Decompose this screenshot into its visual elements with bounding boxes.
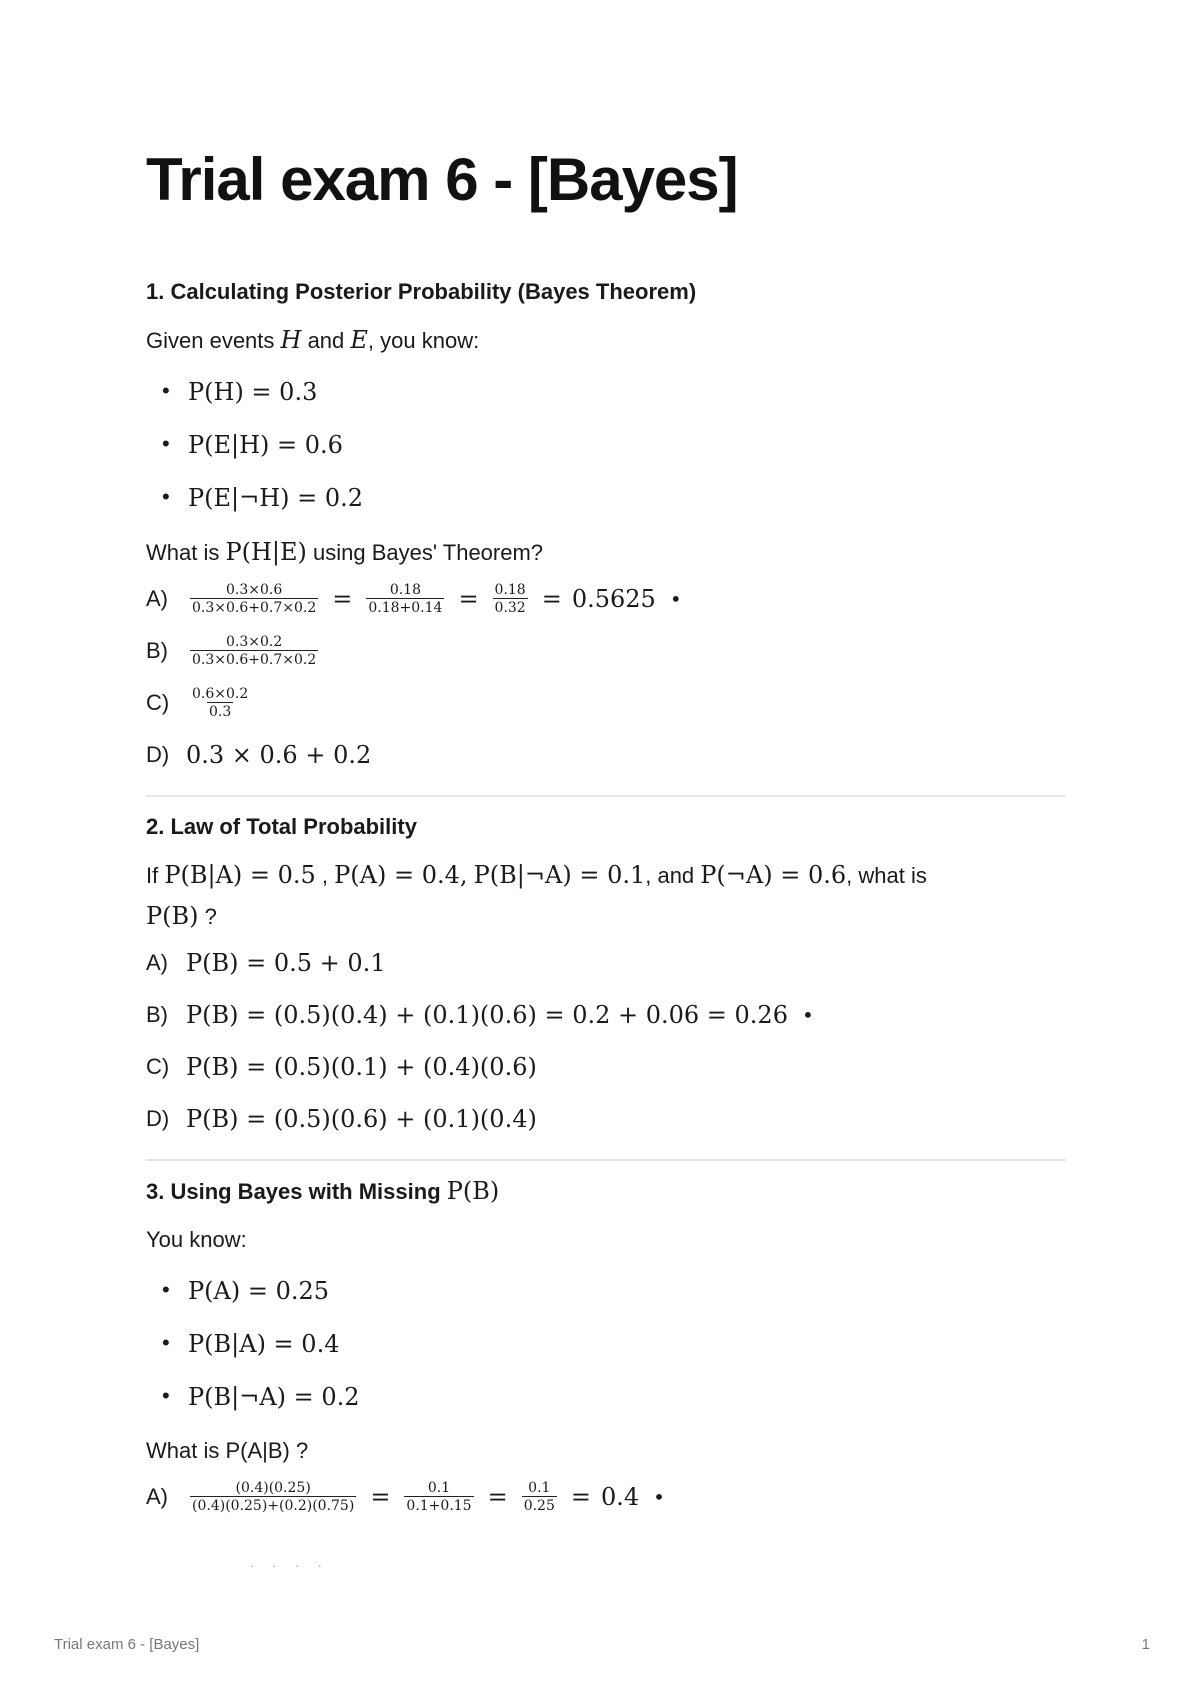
equals-sign: = <box>332 585 353 613</box>
prompt-text: What is <box>146 540 226 565</box>
list-item <box>162 365 1066 418</box>
fraction <box>366 582 444 616</box>
correct-answer-mark: • <box>801 1003 814 1027</box>
page-number: 1 <box>1141 1636 1150 1653</box>
option-math <box>186 1480 665 1514</box>
option-d <box>146 1093 1066 1145</box>
option-a <box>146 1471 1066 1523</box>
option-b <box>146 989 1066 1041</box>
denominator: 0.25 <box>523 1498 555 1514</box>
option-a <box>146 573 1066 625</box>
known-values-list <box>146 365 1066 524</box>
prompt-text: ? <box>198 904 217 929</box>
correct-answer-mark: • <box>669 587 682 611</box>
math-var <box>281 326 302 354</box>
equals-sign: = <box>570 1483 591 1511</box>
numerator: 0.1 <box>427 1480 451 1496</box>
denominator: 0.32 <box>494 600 526 616</box>
fraction <box>190 1480 356 1514</box>
page-title: Trial exam 6 - [Bayes] <box>146 146 738 213</box>
option-math: 0.3 × 0.6 + 0.2 <box>186 741 372 769</box>
numerator: 0.1 <box>528 1480 551 1496</box>
intro-text: , you know: <box>367 328 480 353</box>
question-1-intro <box>146 320 1066 361</box>
denominator: 0.3 <box>209 704 232 720</box>
prompt-text: If <box>146 863 165 888</box>
math-var-h: H <box>280 326 302 354</box>
bullet-icon: • <box>162 484 170 509</box>
list-item <box>162 471 1066 524</box>
denominator: (0.4)(0.25)+(0.2)(0.75) <box>192 1498 355 1514</box>
question-1-prompt <box>146 532 1066 573</box>
math-expression: P(E|¬H) = 0.2 <box>188 484 364 512</box>
option-label: A) <box>146 950 168 975</box>
option-label: C) <box>146 690 170 715</box>
bullet-icon: • <box>162 378 170 403</box>
question-1 <box>146 272 1066 781</box>
prompt-text: , what is <box>846 863 927 888</box>
result-value: 0.4 <box>600 1483 640 1511</box>
option-math <box>186 634 322 668</box>
option-label: B) <box>146 638 168 663</box>
numerator: 0.18 <box>494 582 526 598</box>
numerator: 0.6×0.2 <box>192 686 249 702</box>
option-expression: P(B) = (0.5)(0.4) + (0.1)(0.6) = 0.2 + 0.06 = 0.26 <box>186 1001 788 1029</box>
question-1-heading: 1. Calculating Posterior Probability (Bayes Theorem) <box>146 279 697 304</box>
numerator: 0.3×0.6 <box>225 582 283 598</box>
question-3-prompt: What is P(A|B) ? <box>146 1438 309 1463</box>
option-label: B) <box>146 1002 168 1027</box>
intro-text: and <box>301 328 351 353</box>
fraction <box>493 582 528 616</box>
footer-title: Trial exam 6 - [Bayes] <box>54 1636 200 1653</box>
equals-sign: = <box>541 585 562 613</box>
heading-text: 3. Using Bayes with Missing <box>146 1179 447 1204</box>
math-expression: P(B|¬A) = 0.2 <box>188 1383 360 1411</box>
denominator: 0.3×0.6+0.7×0.2 <box>192 600 317 616</box>
list-item <box>162 1317 1066 1370</box>
math-expression: P(E|H) = 0.6 <box>188 431 343 459</box>
prompt-text: , <box>315 863 335 888</box>
option-label: D) <box>146 1106 170 1131</box>
prompt-text: , and <box>645 863 701 888</box>
section-divider <box>146 795 1066 797</box>
numerator: 0.18 <box>389 582 421 598</box>
option-a <box>146 937 1066 989</box>
equals-sign: = <box>370 1483 391 1511</box>
question-3-intro: You know: <box>146 1227 247 1252</box>
bullet-icon: • <box>162 431 170 456</box>
denominator: 0.3×0.6+0.7×0.2 <box>192 652 317 668</box>
option-c <box>146 677 1066 729</box>
intro-text: Given events <box>146 328 281 353</box>
fraction <box>190 634 318 668</box>
equals-sign: = <box>458 585 479 613</box>
math-expression: P(H) = 0.3 <box>188 378 318 406</box>
section-divider <box>146 1159 1066 1161</box>
numerator: 0.3×0.2 <box>225 634 283 650</box>
question-2 <box>146 807 1066 1145</box>
option-math <box>186 686 254 720</box>
result-value: 0.5625 <box>571 585 656 613</box>
option-b <box>146 625 1066 677</box>
math-var <box>350 326 368 354</box>
question-2-prompt <box>146 855 1066 937</box>
math-expression: P(A) = 0.4, <box>334 861 468 889</box>
fraction <box>404 1480 473 1514</box>
math-expression: P(A) = 0.25 <box>188 1277 330 1305</box>
bullet-icon: • <box>162 1277 170 1302</box>
math-expression: P(¬A) = 0.6 <box>700 861 847 889</box>
denominator: 0.18+0.14 <box>368 600 443 616</box>
list-item <box>162 1264 1066 1317</box>
bullet-icon: • <box>162 1383 170 1408</box>
question-3 <box>146 1171 1066 1523</box>
list-item <box>162 1370 1066 1423</box>
prompt-text: using Bayes' Theorem? <box>306 540 544 565</box>
known-values-list <box>146 1264 1066 1423</box>
option-label: A) <box>146 1484 168 1509</box>
list-item <box>162 418 1066 471</box>
question-3-heading <box>146 1171 1066 1212</box>
fraction <box>190 582 318 616</box>
math-expression: P(B|A) = 0.4 <box>188 1330 340 1358</box>
option-label: C) <box>146 1054 170 1079</box>
correct-answer-mark: • <box>653 1485 665 1509</box>
numerator: (0.4)(0.25) <box>235 1480 311 1496</box>
option-c <box>146 1041 1066 1093</box>
math-expression: P(B|¬A) = 0.1 <box>473 861 646 889</box>
cut-off-text: . . . . <box>250 1556 330 1570</box>
math-expression: P(B|A) = 0.5 <box>164 861 316 889</box>
option-math: P(B) = (0.5)(0.1) + (0.4)(0.6) <box>186 1053 537 1081</box>
option-math <box>186 1001 814 1029</box>
option-math: P(B) = (0.5)(0.6) + (0.1)(0.4) <box>186 1105 537 1133</box>
math-expression: P(B) <box>146 902 199 930</box>
math-expression: P(B) <box>446 1177 500 1205</box>
document-page <box>146 140 1066 1523</box>
fraction <box>190 686 250 720</box>
bullet-icon: • <box>162 1330 170 1355</box>
fraction <box>522 1480 557 1514</box>
option-d <box>146 729 1066 781</box>
question-2-heading: 2. Law of Total Probability <box>146 814 417 839</box>
denominator: 0.1+0.15 <box>406 1498 472 1514</box>
equals-sign: = <box>487 1483 508 1511</box>
option-label: D) <box>146 742 170 767</box>
math-expression: P(H|E) <box>225 538 307 566</box>
option-math: P(B) = 0.5 + 0.1 <box>186 949 386 977</box>
option-label: A) <box>146 586 168 611</box>
option-math <box>186 582 682 616</box>
math-var-e: E <box>350 326 368 354</box>
